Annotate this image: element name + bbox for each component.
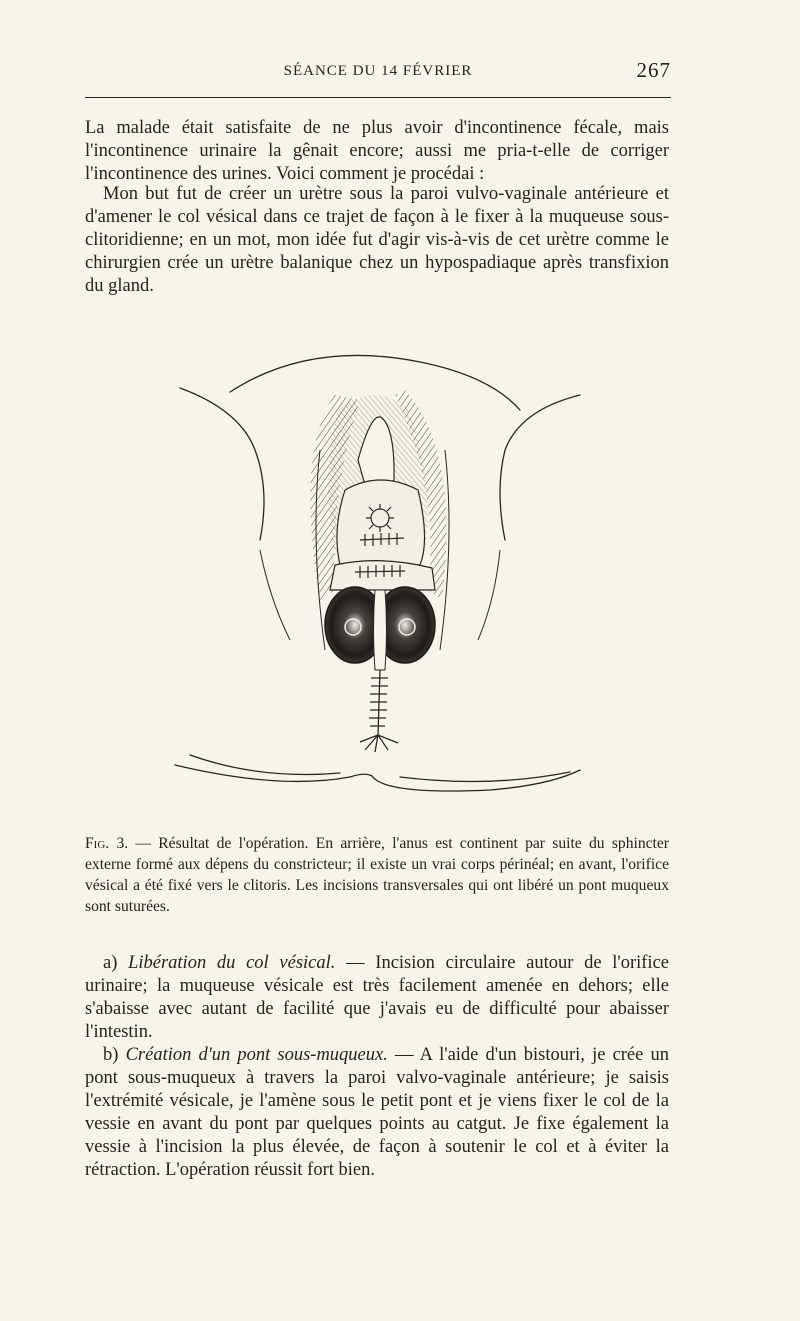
surgical-illustration	[160, 340, 600, 810]
running-head	[85, 58, 671, 86]
header-rule	[85, 97, 671, 98]
running-title: SÉANCE DU 14 FÉVRIER	[283, 63, 473, 79]
engraving-drawing	[160, 340, 600, 810]
step-a-title: Libération du col vésical.	[128, 953, 336, 973]
step-a-marker: a)	[103, 953, 118, 973]
step-b-marker: b)	[103, 1045, 119, 1065]
page-number: 267	[636, 58, 671, 82]
figure-caption	[85, 833, 669, 917]
intro-paragraph-2	[85, 183, 669, 298]
intro-text-2: Mon but fut de créer un urètre sous la paroi vulvo-vaginale antérieure et d'amener le col vésical dans ce trajet de façon à le fixer à la muqueuse sous-clitoridienne; en un mot, mon idée fut d'agir vis-à-vis de cet urètre comme le chirurgien crée un urètre balanique chez un hypospadiaque après transfixion du gland.	[85, 184, 669, 296]
figure-caption-text: — Résultat de l'opération. En arrière, l'anus est continent par suite du sphincter externe formé aux dépens du constricteur; il existe un vrai corps périnéal; en avant, l'orifice vésical a été fixé vers le clitoris. Les incisions transversales qui ont libéré un pont muqueux sont suturées.	[85, 835, 669, 915]
step-b-title: Création d'un pont sous-muqueux.	[125, 1045, 388, 1065]
step-b-text: — A l'aide d'un bistouri, je crée un pont sous-muqueux à travers la paroi valvo-vaginale antérieure; je saisis l'extrémité vésicale, je l'amène sous le petit pont et je viens fixer le col de la vessie en avant du pont par quelques points au catgut. Je fixe également la vessie à l'incision la plus élevée, de façon à soutenir le col et à éviter la rétraction. L'opération réussit fort bien.	[85, 1045, 670, 1180]
intro-paragraph-1	[85, 117, 669, 186]
step-a-text: — Incision circulaire autour de l'orifice urinaire; la muqueuse vésicale est très facilement amenée en dehors; elle s'abaisse avec autant de facilité que j'avais eu de difficulté pour abaisser l'intestin.	[85, 953, 669, 1042]
step-a-paragraph	[85, 952, 669, 1044]
intro-text-1: La malade était satisfaite de ne plus avoir d'incontinence fécale, mais l'incontinence urinaire la gênait encore; aussi me pria-t-elle de corriger l'incontinence des urines. Voici comment je procédai :	[85, 118, 669, 184]
figure-label: Fig. 3.	[85, 835, 129, 852]
step-b-paragraph	[85, 1044, 669, 1182]
